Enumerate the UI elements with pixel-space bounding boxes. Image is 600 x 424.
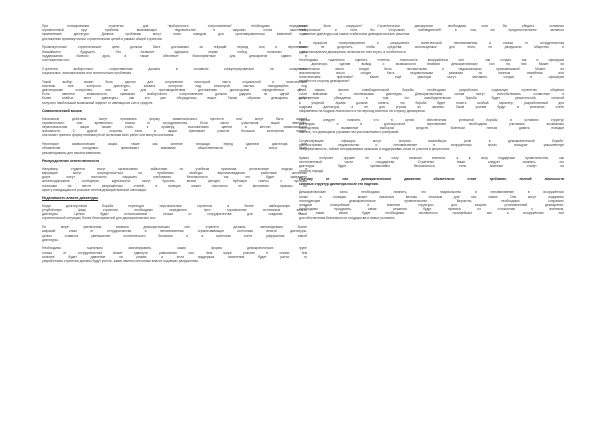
paragraph xyxy=(299,177,564,185)
paragraph xyxy=(42,246,307,263)
text-line: железнодорожное сообщение, журналисты могут бросить вызов цензуре, публикуя газеты с пустыми xyxy=(42,179,307,184)
text-line: В самом начале освободительной борьбы необходимо разработать отдельную стратегию общения xyxy=(299,87,564,92)
text-line: диктатура будет чрезвычайно беспокоиться, если военные станут на xyxy=(299,164,564,169)
paragraph xyxy=(42,167,307,192)
text-line: социальных, экономических или политических проблемах. xyxy=(42,70,133,75)
text-line: для установления демократии, включая ее институты, в особенности. xyxy=(299,49,407,54)
text-line: разработчики стратегии должны будут учесть, какие именно источники власти подлежат разрушению. xyxy=(42,259,199,264)
paragraph xyxy=(42,67,307,75)
text-line: Необходимо продумать, какие решения будут приняты по отношению к военным, xyxy=(299,207,564,212)
text-line: диктатуры. xyxy=(42,237,59,242)
text-line: перейти на сторону демократов? xyxy=(299,79,350,84)
text-line: сторону народа. xyxy=(299,168,324,173)
text-line: отказа от сотрудничества может сдвинуть равновесие сил. Чем шире участие в отказе, тем xyxy=(42,250,307,255)
text-line: ближайшего будущего. Это позволит одержать серию побед, полезных для xyxy=(42,49,307,54)
text-line: с войсками и чиновниками диктатуры. Демократическим силам могут способствовать словесные и xyxy=(299,92,564,97)
text-line: считать, что демократы угрожают им уничтожением и расправой. xyxy=(299,130,400,135)
text-line: достижению промежуточных стратегических целей в рамках общей стратегии. xyxy=(42,36,163,41)
text-line: последствия, вызванные выбором средств. Военным нельзя давать поводов xyxy=(299,126,564,131)
text-line: сильнее будет давление на режим, а если поддержка населения будет расти, то xyxy=(42,254,307,259)
paragraph xyxy=(42,24,307,41)
text-line: - диктатора, сделав вывод о возможности влияния демократических сил на них. Может ли xyxy=(299,62,564,67)
paragraph xyxy=(42,117,307,138)
text-line: поражение диктатуры как самое стабильное демократическое решение. xyxy=(299,32,411,37)
text-line: Стратегия выборочного сопротивления должна в основном концентрироваться на конкретных xyxy=(42,66,307,71)
text-line: соотношении сил. xyxy=(42,57,70,62)
paragraph xyxy=(42,142,307,155)
text-line: диктатуры и в долгосрочной перспективе, необходимо учитывать возможные xyxy=(299,121,564,126)
text-line: "нейтральных" и хотя бы "сторонних наблюдателей" в том, что предпочтительнее является xyxy=(299,28,564,33)
text-line: первоначальная акция может стать, к примеру, возложением цветов в местах символической xyxy=(42,125,307,130)
text-line: политическим причинам? Какие ещё факторы могут заставить солдат и офицеров xyxy=(299,75,564,80)
text-line: Сочувствующие офицеры могут сыграть важнейшую роль в демократической борьбе, xyxy=(299,138,564,143)
section-heading: Неделимость власти диктатуры xyxy=(42,196,99,201)
text-line: более слабых мест диктатуры, как это уже обсуждалось выше. Таким образом демократы могут xyxy=(42,96,307,101)
text-line: получить наибольший возможный эффект от имеющихся сил и средств. xyxy=(42,100,154,105)
text-line: подрыва диктатуры, а не для угрозы их жизням. Такие усилия будут в конечном счёте xyxy=(299,104,564,109)
text-line: Демократические силы необходимо помнить, что недовольство и неповиновение в вооружённых xyxy=(299,190,564,195)
paragraph xyxy=(299,58,564,83)
text-line: направлены на подрыв лояльности и на переход военных на сторону демократии. xyxy=(299,108,426,113)
text-line: значимости. С другой стороны, если в акции принимает участие большое количество людей, xyxy=(42,129,307,134)
text-line: действенные убеждения в том, что освободительная борьба будет решительной, сильной xyxy=(299,96,564,101)
text-line: Однако следует помнить, что в целях обеспечения успешной борьбы в условиях структур xyxy=(299,117,564,122)
text-line: верующие могут сосредоточиться на проблемах свободы вероисповедания, работники железных xyxy=(42,170,307,175)
text-line: диктаторским контролем, или же для противодействия достижению диктаторами определённых целей. xyxy=(42,87,307,92)
text-line: неотъемлемой части государства. Стратегам также следует помнить, что xyxy=(299,160,564,165)
text-line: она может принять форму пятиминутной остановки всех работ или минуты молчания. xyxy=(42,133,175,138)
text-line: Некоторые символические акции, такие как занятие площади, перед зданием диктатора, или xyxy=(42,142,307,147)
text-line: Когда долгосрочная борьба переходит персональные стратегии в более амбициозную и xyxy=(42,203,307,208)
paragraph xyxy=(299,118,564,135)
text-line: приемлемые диктатуре. Данные проблемы могут стать поводом для целенаправленных кампаний по xyxy=(42,32,307,37)
text-line: важно не допустить, чтобы средства, используемые для этого, не разрушили общество, и xyxy=(299,45,564,50)
section-heading: Символический вызов xyxy=(42,109,82,114)
text-line: и упорной. Армия должна понять, что борьба будет носить особый характер, разработанный для xyxy=(299,100,564,105)
paragraph xyxy=(299,41,564,54)
paragraph xyxy=(299,88,564,113)
paragraph xyxy=(42,204,307,221)
text-line: поддержания боевого духа, а также обеспечит благоприятные для демократов сдвиги в xyxy=(42,53,307,58)
text-line: неэффективность, тайное игнорирование приказов и поддерживая отказ от участия в репрессиях. xyxy=(299,147,451,152)
text-line: полосами на месте запрещённых статей, а полиция может постоянно не выполнять приказы по xyxy=(42,183,307,188)
text-line: рекомендованы для начала кампании. xyxy=(42,150,102,155)
text-line: широкий отказ от сотрудничества и неповиновения, ограничивающие источники власти диктатуры, xyxy=(42,229,307,234)
right-text-column xyxy=(299,24,564,224)
text-line: силовых структур диктатора после его падения. xyxy=(299,181,379,186)
text-line: объявление голодовки, привлекают внимание общественности и могут быть xyxy=(42,146,307,151)
text-line: Поэтому от сил демократического движения обязательно стоит требовать полной лояльности xyxy=(299,177,564,182)
text-line: Армия получает оружие не в силу наличия военных, а в силу поддержки правительства, как xyxy=(299,156,564,161)
paragraph xyxy=(299,139,564,152)
text-line: значительное число солдат быть несчастными и недовольными призывниками? Может ли xyxy=(299,66,564,71)
text-line: углублённую фазу, стратегии необходимо определить пути ограничения источников власти xyxy=(42,208,307,213)
text-line: для обеспечения безопасности государства в новых условиях. xyxy=(299,215,396,220)
paragraph xyxy=(42,45,307,62)
text-line: последующее демократическое правительство. Вероятно, необходимо сохранить xyxy=(299,198,564,203)
text-line: а также какая будет необходима численность полицейских сил и вооружённых сил xyxy=(299,211,564,216)
paragraph xyxy=(42,80,307,105)
paragraph xyxy=(42,225,307,242)
section-heading: Распределение ответственности xyxy=(42,159,100,164)
paragraph xyxy=(299,190,564,219)
paragraph xyxy=(299,24,564,37)
text-line: может быть сокрушен? Стратегически демократии необходимо хотя бы убедить основных xyxy=(299,24,564,28)
text-line: По мере увеличения влияния демократических сил, стратеги должны запланировать более xyxy=(42,225,307,230)
text-line: сильные полицейские и военные структуры для защиты установленной демократии. xyxy=(299,202,564,207)
paragraph xyxy=(299,156,564,173)
text-line: Начальные действия могут принимать форму символического протеста или могут быть акцией xyxy=(42,116,307,121)
text-line: ограниченного или временного отказа от сотрудничества. Если число участников акции невелико, xyxy=(42,120,307,125)
text-line: Например, студенты могут организовать забастовки по учебным причинам, религиозные лидеры и xyxy=(42,166,307,171)
text-line: В процессе ниспровержения и разрушения политической неповиновения и отказа от сотрудничества xyxy=(299,41,564,46)
text-line: диктатуры. Целью будет использование отказа от сотрудничества для создания новой xyxy=(42,212,307,217)
left-text-column xyxy=(42,24,307,268)
text-line: дорог могут постоянно нарушать требования безопасности так, что будет замедлено xyxy=(42,175,307,180)
text-line: стратегической ситуации, более благоприятной для демократических сил. xyxy=(42,216,157,221)
text-line: ограниченный круг проблем, вызывающих недовольство в широких слоях населения, xyxy=(42,28,307,33)
text-line: Промежуточные стратегические цели должны быть достижимы за текущий период или в перспективе xyxy=(42,45,307,50)
text-line: силах и полиции может оказаться весьма опасным для них самих. Они могут подорвать xyxy=(299,194,564,199)
text-line: распространяя недовольство и неповиновение в вооружённых силах, поощряя умышленную xyxy=(299,143,564,148)
text-line: целью ставится уменьшение политического бессилия и, в конечном счёте, разрушение самой xyxy=(42,233,307,238)
text-line: системы вне контроля диктатуры, захвата контроля над некоторой частью, находящейся под xyxy=(42,83,307,88)
text-line: значительное число солдат быть недовольными режимом по личным, семейным или xyxy=(299,70,564,75)
text-line: аресту находящихся в розыске членов демократической оппозиции. xyxy=(42,187,147,192)
text-line: Если имеется возможность, кампания выборочного сопротивления должна ударить по одной или xyxy=(42,92,307,97)
text-line: При планировании стратегии для "выборочного сопротивления" необходимо определить xyxy=(42,24,307,28)
text-line: Такой выбор может быть сделан для сохранения некоторой части социальной и политической xyxy=(42,79,307,84)
text-line: Необходимо тщательно оценить степень лояльности вооружённых сил - как солдат, так и офицеров xyxy=(299,58,564,63)
text-line: Необходимо тщательно запланировать, какая форма демократических групп xyxy=(42,246,307,251)
